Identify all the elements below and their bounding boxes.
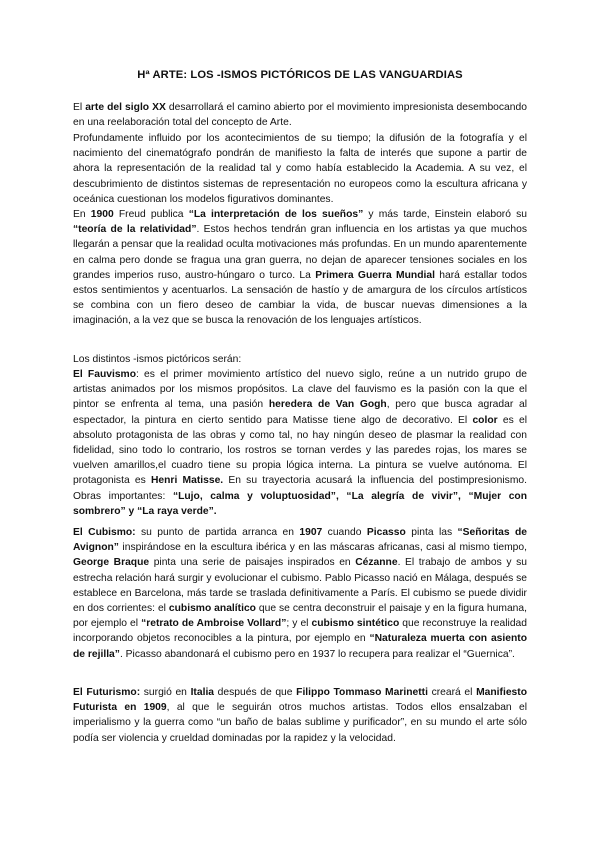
body-text: que reconstruye la realidad incorporando objetos reconocibles a la pintura, por ejemplo en [73,618,528,645]
emphasis-text: “La interpretación de los sueños” [188,209,364,220]
body-text: cuando [322,527,367,538]
body-text: : es el primer movimiento artístico del nuevo siglo, reúne a un nutrido grupo de artistas animados por los mismos propósitos. La clave del fauvismo es la pasión con la que el pintor se enfrenta al tema, una pasión [73,369,528,411]
body-text: y más tarde, Einstein elaboró su [363,209,527,220]
cubismo-paragraph [73,525,527,662]
isms-intro-paragraph [73,352,527,367]
body-text: En [73,209,91,220]
body-text: Profundamente influido por los acontecimientos de su tiempo; la difusión de la fotografía y el nacimiento del cinematógrafo pondrán de manifiesto la falta de interés que supone a partir de ahora la representación de la realidad tal y como había establecido la Academia. A su vez, el descubrimiento de distintos sistemas de representación no europeos como la escultura africana y oceánica cuestionan los modelos figurativos dominantes. [73,133,527,205]
body-text: . Picasso abandonará el cubismo pero en 1937 lo recupera para realizar el “Guernica”. [119,648,515,660]
emphasis-text: Cézanne [355,557,398,569]
body-text: su punto de partida arranca en [135,527,300,538]
futurismo-paragraph [73,685,527,746]
emphasis-text: “Lujo, calma y voluptuosidad”, “La alegría de vivir”, “Mujer con sombrero” y “La raya verde”. [73,490,528,517]
body-text: desarrollará el camino abierto por el movimiento impresionista desembocando en una reelaboración total del concepto de Arte. [73,102,527,129]
emphasis-text: El Cubismo: [73,527,136,538]
body-text: después de que [214,687,297,698]
body-text: pinta una serie de paisajes inspirados en [149,557,356,569]
emphasis-text: El Fauvismo [73,369,136,380]
body-text: pinta las [405,527,458,538]
freud-einstein-paragraph [73,207,527,329]
emphasis-text: El Futurismo: [73,687,141,698]
body-text: Freud publica [113,209,189,220]
body-text: surgió en [140,687,191,698]
emphasis-text: Henri Matisse. [150,475,224,487]
emphasis-text: “Naturaleza muerta con asiento de rejilla” [73,633,527,660]
emphasis-text: “Señoritas de Avignon” [73,527,527,554]
emphasis-text: heredera de Van Gogh [268,399,387,411]
body-text: ; y el [286,618,312,630]
fauvismo-paragraph [73,367,527,519]
emphasis-text: “teoría de la relatividad” [73,224,197,236]
body-text: es el absoluto protagonista de las obras y como tal, no hay ningún deseo de plasmar la realidad con fidelidad, sino todo lo contrario, los rostros se tornan verdes y las paredes rojas, los mares se vuelven amarillos,el cuadro tiene su propia lógica interna. La pintura se vuelve autónoma. El protagonista es [73,414,527,487]
emphasis-text: “retrato de Ambroise Vollard” [141,618,287,630]
body-text: inspirándose en la escultura ibérica y en las máscaras africanas, casi al mismo tiempo, [118,542,527,554]
emphasis-text: cubismo analítico [168,603,256,615]
body-text: En su trayectoria acusará la influencia del postimpresionismo. Obras importantes: [73,475,527,502]
emphasis-text: color [472,414,498,426]
body-text: El [73,102,86,113]
context-paragraph [73,131,527,207]
emphasis-text: George Braque [73,557,150,569]
body-text: . El trabajo de ambos y su estrecha relación hará surgir y evolucionar el cubismo. Pablo Picasso nació en Málaga, después se establece en Barcelona, más tarde se traslada definitivamente a París. El cubismo se puede dividir en dos corrientes: el [73,557,527,615]
emphasis-text: arte del siglo XX [85,102,166,113]
emphasis-text: Picasso [366,527,406,538]
emphasis-text: 1907 [299,527,323,538]
emphasis-text: Italia [190,687,215,698]
emphasis-text: 1900 [90,209,114,220]
body-text: , pero que busca agradar al espectador, la pintura en cierto sentido para Matisse tiene algo de decorativo. El [73,399,527,426]
body-text: Los distintos -ismos pictóricos serán: [73,354,242,365]
page-title: Hª ARTE: LOS -ISMOS PICTÓRICOS DE LAS VANGUARDIAS [137,69,463,81]
body-text: , al que le seguirán otros muchos artistas. Todos ellos ensalzaban el imperialismo y la guerra como “un baño de balas sublime y purificador”, en su mundo el arte sólo podía ser violencia y crueldad dominadas por la rapidez y la velocidad. [73,702,527,744]
body-text: que se centra deconstruir el paisaje y en la figura humana, por ejemplo el [73,603,527,630]
emphasis-text: cubismo sintético [311,618,400,630]
emphasis-text: Primera Guerra Mundial [315,269,435,281]
emphasis-text: Filippo Tommaso Marinetti [296,687,428,698]
body-text: hará estallar todos estos sentimientos y acentuarlos. La sensación de hastío y de amargura de los círculos artísticos se combina con un fiero deseo de cambiar la vida, de buscar nuevas dimensiones a la imaginación, a la vez que se busca la renovación de los lenguajes artísticos. [73,269,527,327]
body-text: creará el [427,687,477,698]
intro-paragraph [73,100,527,130]
emphasis-text: Manifiesto Futurista en 1909 [73,687,527,714]
body-text: . Estos hechos tendrán gran influencia en los artistas ya que muchos llegarán a pensar que la realidad oculta motivaciones más profundas. En un mundo aparentemente en calma pero donde se fragua una gran guerra, no dejan de aparecer tensiones sociales en los grandes imperios ruso, austro-húngaro o turco. La [73,224,527,281]
